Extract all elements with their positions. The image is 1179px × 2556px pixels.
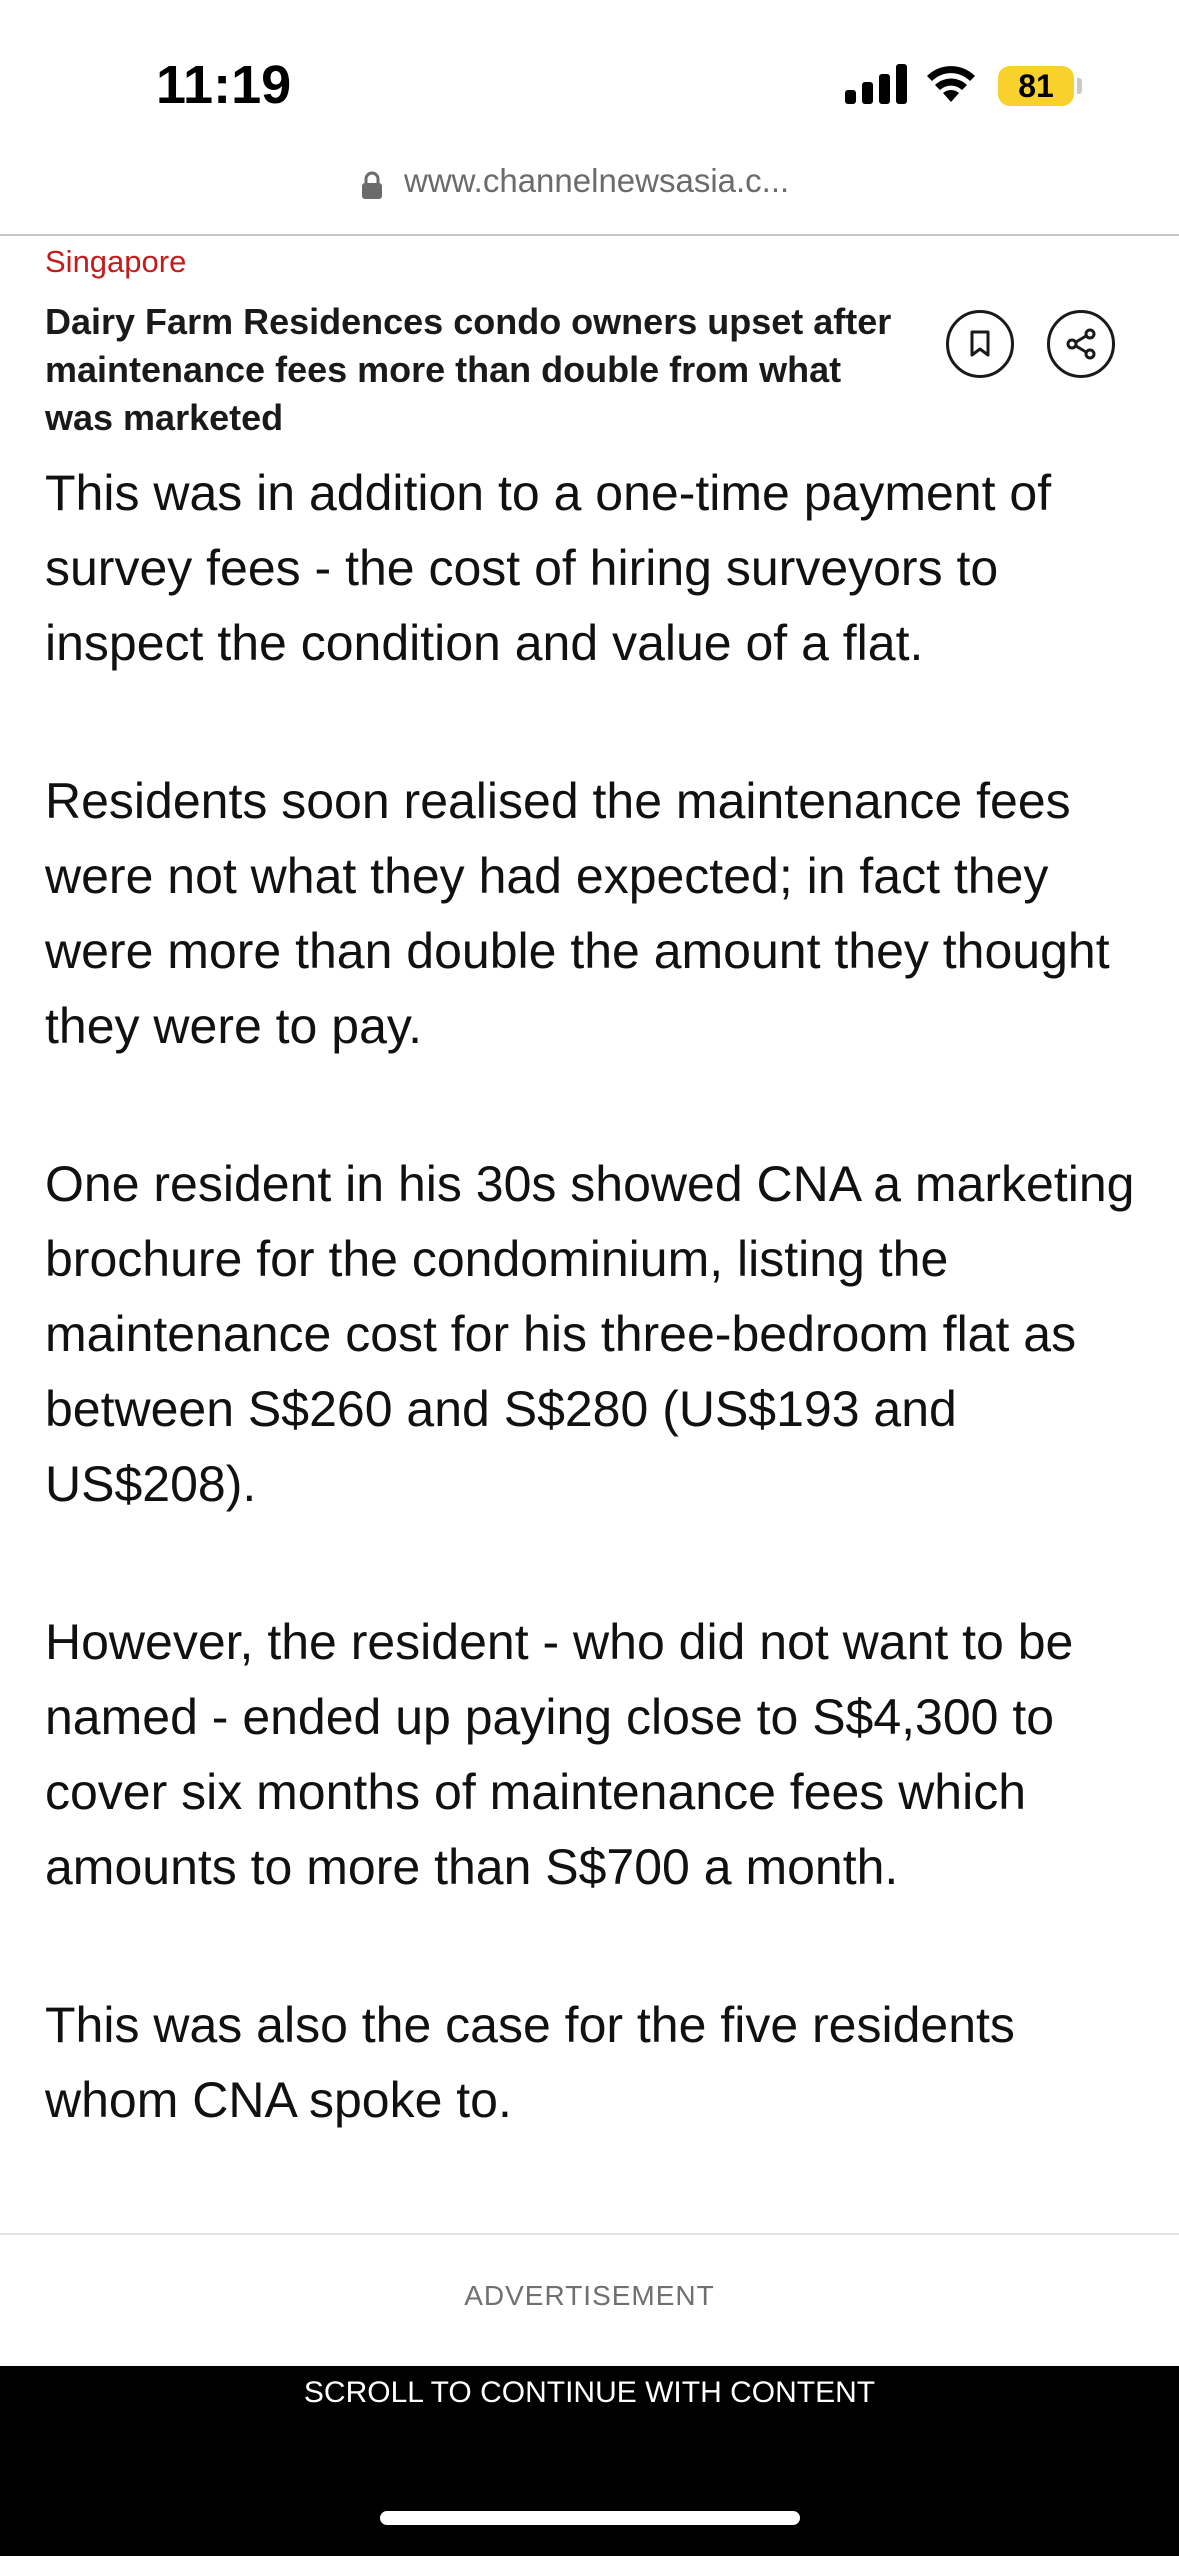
article-paragraph: One resident in his 30s showed CNA a marketing brochure for the condominium, listing the maintenance cost for his three-bedroom flat as between S$260 and S$280 (US$193 and US$208).	[45, 1156, 1135, 1512]
scroll-to-continue-label: SCROLL TO CONTINUE WITH CONTENT	[303, 2376, 876, 2409]
bookmark-button[interactable]	[946, 310, 1014, 378]
wifi-icon	[924, 60, 978, 104]
ad-divider	[0, 2233, 1179, 2235]
share-button[interactable]	[1047, 310, 1115, 378]
article-paragraph: This was also the case for the five residents whom CNA spoke to.	[45, 1997, 1015, 2128]
advertisement-label: ADVERTISEMENT	[464, 2280, 715, 2311]
battery-tip	[1077, 78, 1082, 94]
battery-icon: 81	[998, 66, 1074, 106]
status-time: 11:19	[156, 55, 292, 115]
url-text[interactable]: www.channelnewsasia.c...	[404, 162, 790, 199]
cellular-signal-icon	[845, 64, 907, 104]
article-paragraph: Residents soon realised the maintenance fees were not what they had expected; in fact they were more than double the amount they thought they were to pay.	[45, 773, 1110, 1054]
section-label[interactable]: Singapore	[45, 244, 187, 279]
home-indicator[interactable]	[380, 2511, 800, 2525]
share-icon	[1064, 327, 1098, 361]
status-bar	[0, 0, 1179, 150]
header-divider	[0, 234, 1179, 236]
article-paragraph: This was in addition to a one-time payment of survey fees - the cost of hiring surveyors to inspect the condition and value of a flat.	[45, 465, 1052, 671]
article-body	[45, 456, 1145, 2221]
lock-icon	[360, 170, 384, 200]
address-bar[interactable]	[0, 150, 1179, 234]
article-headline: Dairy Farm Residences condo owners upset after maintenance fees more than double from what was marketed	[45, 301, 892, 438]
article-paragraph: However, the resident - who did not want to be named - ended up paying close to S$4,300 to cover six months of maintenance fees which amounts to more than S$700 a month.	[45, 1614, 1074, 1895]
bookmark-icon	[969, 330, 991, 358]
